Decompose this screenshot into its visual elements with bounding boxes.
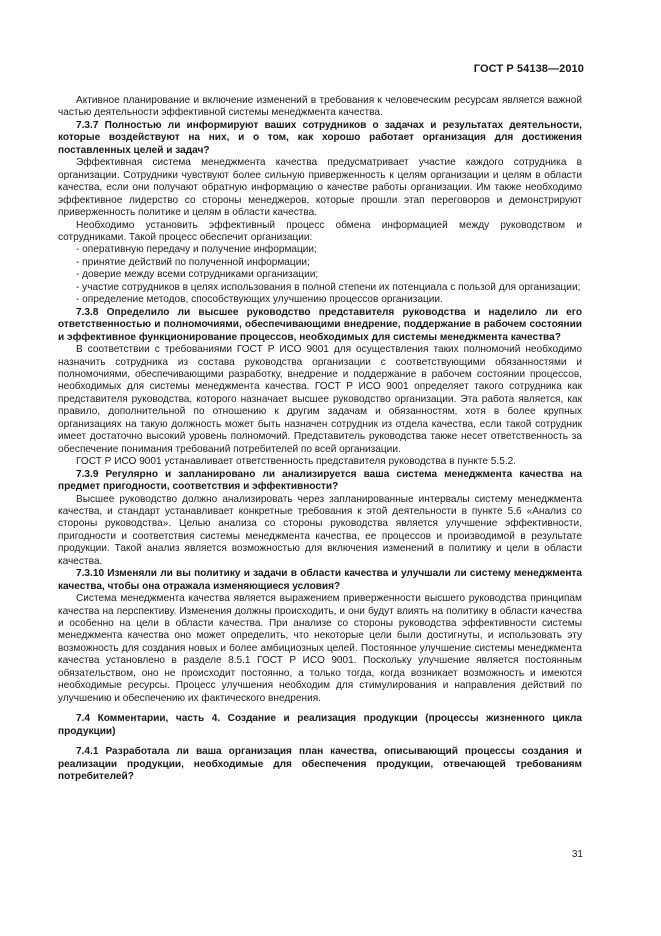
document-body: [58, 95, 582, 783]
section-heading-7-3-9: 7.3.9 Регулярно и запланировано ли анализируется ваша система менеджмента качества на предмет пригодности, соответствия и эффективности?: [58, 468, 582, 493]
list-item: - участие сотрудников в целях использования в полной степени их потенциала с пользой для организации;: [76, 281, 581, 293]
paragraph: Эффективная система менеджмента качества предусматривает участие каждого сотрудника в организации. Сотрудники чувствуют более сильную приверженность к целям организации и целям в области качества, если они получают обратную информацию о качестве работы организации. Им также необходимо эффективное лидерство со стороны менеджеров, которые прошли этап переговоров и демонстрируют приверженность политике и целям в области качества.: [58, 157, 582, 219]
paragraph: Система менеджмента качества является выражением приверженности высшего руководства принципам качества на перспективу. Изменения должны происходить, и они будут влиять на политику в области качества и особенно на цели в области качества. При анализе со стороны руководства эффективности системы менеджмента качества оно может определить, что некоторые цели были достигнуты, и использовать эту возможность для создания новых и более амбициозных целей. Постоянное улучшение системы менеджмента качества установлено в разделе 8.5.1 ГОСТ Р ИСО 9001. Поскольку улучшение является постоянным обязательством, оно не происходит постоянно, а только тогда, когда возникает возможность и имеются необходимые ресурсы. Процесс улучшения необходим для стимулирования и направления действий по улучшению и обеспечению их фактического внедрения.: [58, 593, 582, 704]
list-item: - принятие действий по полученной информации;: [76, 256, 310, 268]
list-item: - определение методов, способствующих улучшению процессов организации.: [76, 294, 443, 306]
section-heading-7-3-10: 7.3.10 Изменяли ли вы политику и задачи в области качества и улучшали ли систему менеджмента качества, чтобы она отражала изменяющиеся условия?: [58, 568, 582, 592]
section-heading-7-3-7: 7.3.7 Полностью ли информируют ваших сотрудников о задачах и результатах деятельности, которые воздействуют на них, и о том, как хорошо работает организация для достижения поставленных целей и задач?: [58, 119, 582, 156]
page-number: 31: [571, 849, 583, 860]
paragraph: Необходимо установить эффективный процесс обмена информацией между руководством и сотрудниками. Такой процесс обеспечит организации:: [58, 219, 582, 243]
section-heading-7-4-1: 7.4.1 Разработала ли ваша организация план качества, описывающий процессы создания и реализации продукции, необходимые для обеспечения продукции, отвечающей требованиям потребителей?: [58, 746, 582, 783]
bullet-list: [58, 244, 582, 306]
section-heading-7-4: 7.4 Комментарии, часть 4. Создание и реализация продукции (процессы жизненного цикла продукции): [58, 713, 582, 737]
paragraph: ГОСТ Р ИСО 9001 устанавливает ответственность представителя руководства в пункте 5.5.2.: [76, 456, 517, 468]
document-header: ГОСТ Р 54138—2010: [473, 63, 584, 75]
paragraph: В соответствии с требованиями ГОСТ Р ИСО 9001 для осуществления таких полномочий необходимо назначить сотрудника из состава руководства организации с соответствующими обязанностями и полномочиями, обеспечивающими разработку, внедрение и поддержание в рабочем состоянии процессов, необходимых для системы менеджмента качества. ГОСТ Р ИСО 9001 определяет такого сотрудника как представителя руководства, которого назначает высшее руководство организации. Эта работа является, как правило, дополнительной по отношению к другим задачам и обязанностям, хотя в более крупных организациях на такую должность может быть назначен сотрудник из отдела качества, если такой сотрудник имеет достаточно высокий уровень полномочий. Представитель руководства также несет ответственность за обеспечение понимания требований потребителей по всей организации.: [58, 344, 582, 455]
list-item: - оперативную передачу и получение информации;: [76, 244, 317, 256]
paragraph: Активное планирование и включение изменений в требования к человеческим ресурсам является важной частью деятельности эффективной системы менеджмента качества.: [58, 95, 582, 119]
section-heading-7-3-8: 7.3.8 Определило ли высшее руководство представителя руководства и наделило ли его ответственностью и полномочиями, обеспечивающими внедрение, поддержание в рабочем состоянии и эффективное функционирование процессов, необходимых для системы менеджмента качества?: [58, 306, 582, 343]
paragraph: Высшее руководство должно анализировать через запланированные интервалы систему менеджмента качества, и стандарт устанавливает конкретные требования к этой деятельности в пункте 5.6 «Анализ со стороны руководства». Целью анализа со стороны руководства является улучшение эффективности, пригодности и соответствия системы менеджмента качества, ее процессов и производимой в результате продукции. Такой анализ является возможностью для включения изменений в политику и цели в области качества.: [58, 493, 582, 567]
list-item: - доверие между всеми сотрудниками организации;: [76, 269, 319, 281]
